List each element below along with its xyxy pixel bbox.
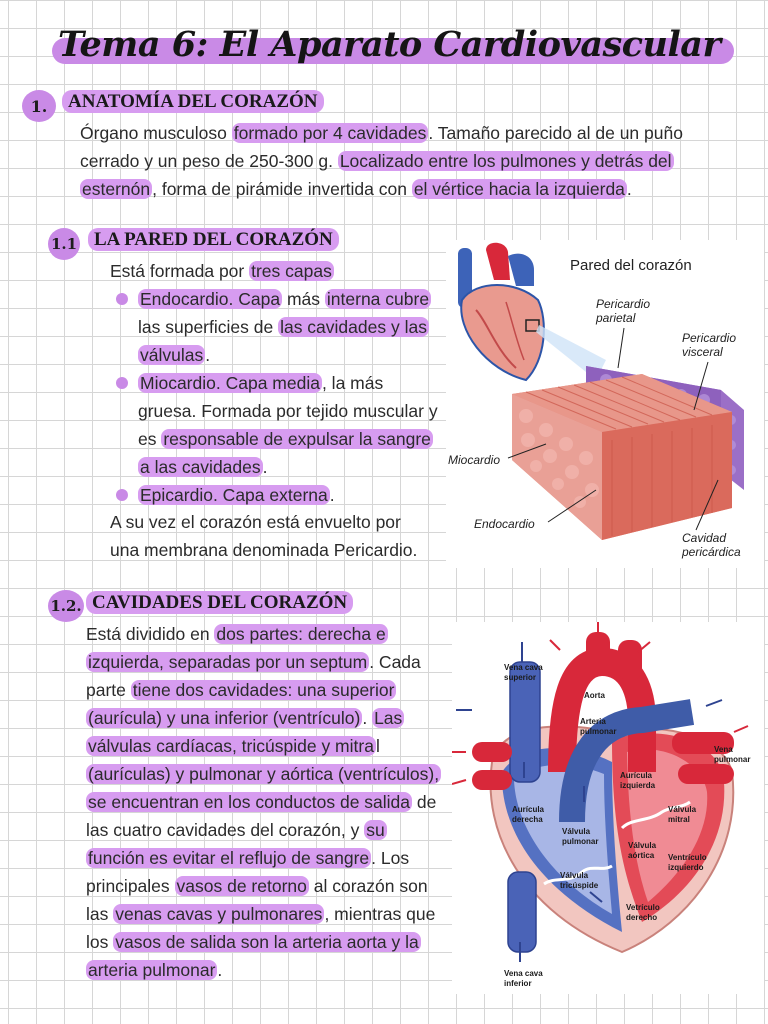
highlighted-text: Epicardio. Capa externa xyxy=(140,485,328,505)
label-auricula-derecha: Aurícula derecha xyxy=(512,805,545,824)
heart-cavities-figure xyxy=(452,622,764,994)
section-number-badge: 1. xyxy=(22,90,56,122)
section-number-badge: 1.1 xyxy=(48,228,80,260)
body-text: . xyxy=(362,708,373,728)
section-number-badge: 1.2. xyxy=(48,590,84,622)
highlighted-text: Las válvulas cardíacas, tricúspide y mitra xyxy=(88,708,403,756)
label-vena-cava-superior: Vena cava superior xyxy=(504,663,543,682)
body-text: , la más gruesa. Formada por tejido muscular y es xyxy=(138,373,438,449)
bullet-dot xyxy=(116,293,128,305)
section-heading xyxy=(86,592,353,614)
page-title: Tema 6: El Aparato Cardiovascular xyxy=(58,24,721,65)
highlighted-text: el vértice hacia la izquierda xyxy=(413,179,625,199)
list-item xyxy=(112,481,438,509)
highlighted-text: venas cavas y pulmonares xyxy=(115,904,323,924)
label-valvula-mitral: Válvula mitral xyxy=(668,805,697,824)
bullet-dot xyxy=(116,489,128,501)
label-arteria-pulmonar: Arteria pulmonar xyxy=(580,717,617,736)
label-valvula-pulmonar: Válvula pulmonar xyxy=(562,827,599,846)
section-heading-text: CAVIDADES DEL CORAZÓN xyxy=(86,591,353,614)
body-text: . xyxy=(329,485,335,505)
highlighted-text: dos partes: derecha e izquierda, separadas por un septum xyxy=(88,624,386,672)
cavities-paragraph xyxy=(86,620,442,984)
body-text: Está dividido en xyxy=(86,624,215,644)
label-auricula-izquierda: Aurícula izquierda xyxy=(620,771,656,790)
highlighted-text: Miocardio. Capa media xyxy=(140,373,320,393)
page-title-bar xyxy=(52,24,734,68)
body-text: . xyxy=(626,179,632,199)
figure-title: Pared del corazón xyxy=(570,257,692,274)
bullet-dot xyxy=(116,377,128,389)
body-text: . Los principales xyxy=(86,848,410,896)
highlighted-text: Endocardio. Capa xyxy=(140,289,281,309)
myocardium-block xyxy=(512,374,732,540)
label-endocardio: Endocardio xyxy=(474,517,535,531)
label-valvula-aortica: Válvula aórtica xyxy=(628,841,657,860)
body-text: de las cuatro cavidades del corazón, y xyxy=(86,792,437,840)
label-pericardio-visceral: Pericardio visceral xyxy=(682,331,737,359)
highlighted-text: responsable de expulsar la sangre a las cavidades xyxy=(140,429,431,477)
body-text: al corazón son las xyxy=(86,876,428,924)
pericardium-note: A su vez el corazón está envuelto por una membrana denominada Pericardio. xyxy=(110,512,418,560)
highlighted-text: formado por 4 cavidades xyxy=(233,123,427,143)
wall-layers-list xyxy=(112,285,438,509)
body-text: . Cada parte xyxy=(86,652,421,700)
highlighted-text: tiene dos cavidades: una superior (aurícula) y una inferior (ventrículo) xyxy=(88,680,395,728)
list-item xyxy=(112,369,438,481)
body-text: más xyxy=(282,289,325,309)
highlighted-text: interna cubre xyxy=(326,289,430,309)
section-paragraph xyxy=(80,119,720,203)
wall-intro-highlight: tres capas xyxy=(251,261,332,281)
highlighted-text: las cavidades y las válvulas xyxy=(140,317,427,365)
wall-intro xyxy=(110,257,430,285)
label-vena-cava-inferior: Vena cava inferior xyxy=(504,969,543,988)
section-heading xyxy=(62,91,324,113)
highlighted-text: (aurículas) y pulmonar y aórtica (ventrículos), se encuentran en los conductos de salida xyxy=(88,764,440,812)
highlighted-text: vasos de retorno xyxy=(176,876,307,896)
body-text: las superficies de xyxy=(138,317,279,337)
section-heading xyxy=(88,229,339,251)
body-text: . xyxy=(205,345,211,365)
label-pericardio-parietal: Pericardio parietal xyxy=(596,297,651,325)
list-item xyxy=(112,285,438,369)
label-vena-pulmonar: Vena pulmonar xyxy=(714,745,751,764)
label-ventriculo-izquierdo: Ventrículo izquierdo xyxy=(668,853,707,872)
section-heading-text: ANATOMÍA DEL CORAZÓN xyxy=(62,90,324,113)
section-heading-text: LA PARED DEL CORAZÓN xyxy=(88,228,339,251)
label-miocardio: Miocardio xyxy=(448,453,501,467)
heart-wall-figure xyxy=(446,240,764,568)
body-text: . xyxy=(217,960,223,980)
body-text: , mientras que los xyxy=(86,904,436,952)
label-ventriculo-derecho: Vetrículo derecho xyxy=(626,903,660,922)
wall-intro-text: Está formada por xyxy=(110,261,250,281)
highlighted-text: vasos de salida son la arteria aorta y la arteria pulmonar xyxy=(88,932,419,980)
body-text: . Tamaño parecido al de un puño cerrado y un peso de 250-300 g. xyxy=(80,123,683,171)
body-text: . xyxy=(262,457,268,477)
label-aorta: Aorta xyxy=(584,691,605,700)
label-cavidad-pericardica: Cavidad pericárdica xyxy=(682,531,741,559)
highlighted-text: su función es evitar el reflujo de sangre xyxy=(88,820,385,868)
label-valvula-tricuspide: Válvula tricúspide xyxy=(560,871,599,890)
body-text: Órgano musculoso xyxy=(80,123,232,143)
vena-cava-inferior xyxy=(508,872,536,952)
body-text: , forma de pirámide invertida con xyxy=(152,179,412,199)
body-text: l xyxy=(375,736,380,756)
highlighted-text: Localizado entre los pulmones y detrás del esternón xyxy=(82,151,672,199)
